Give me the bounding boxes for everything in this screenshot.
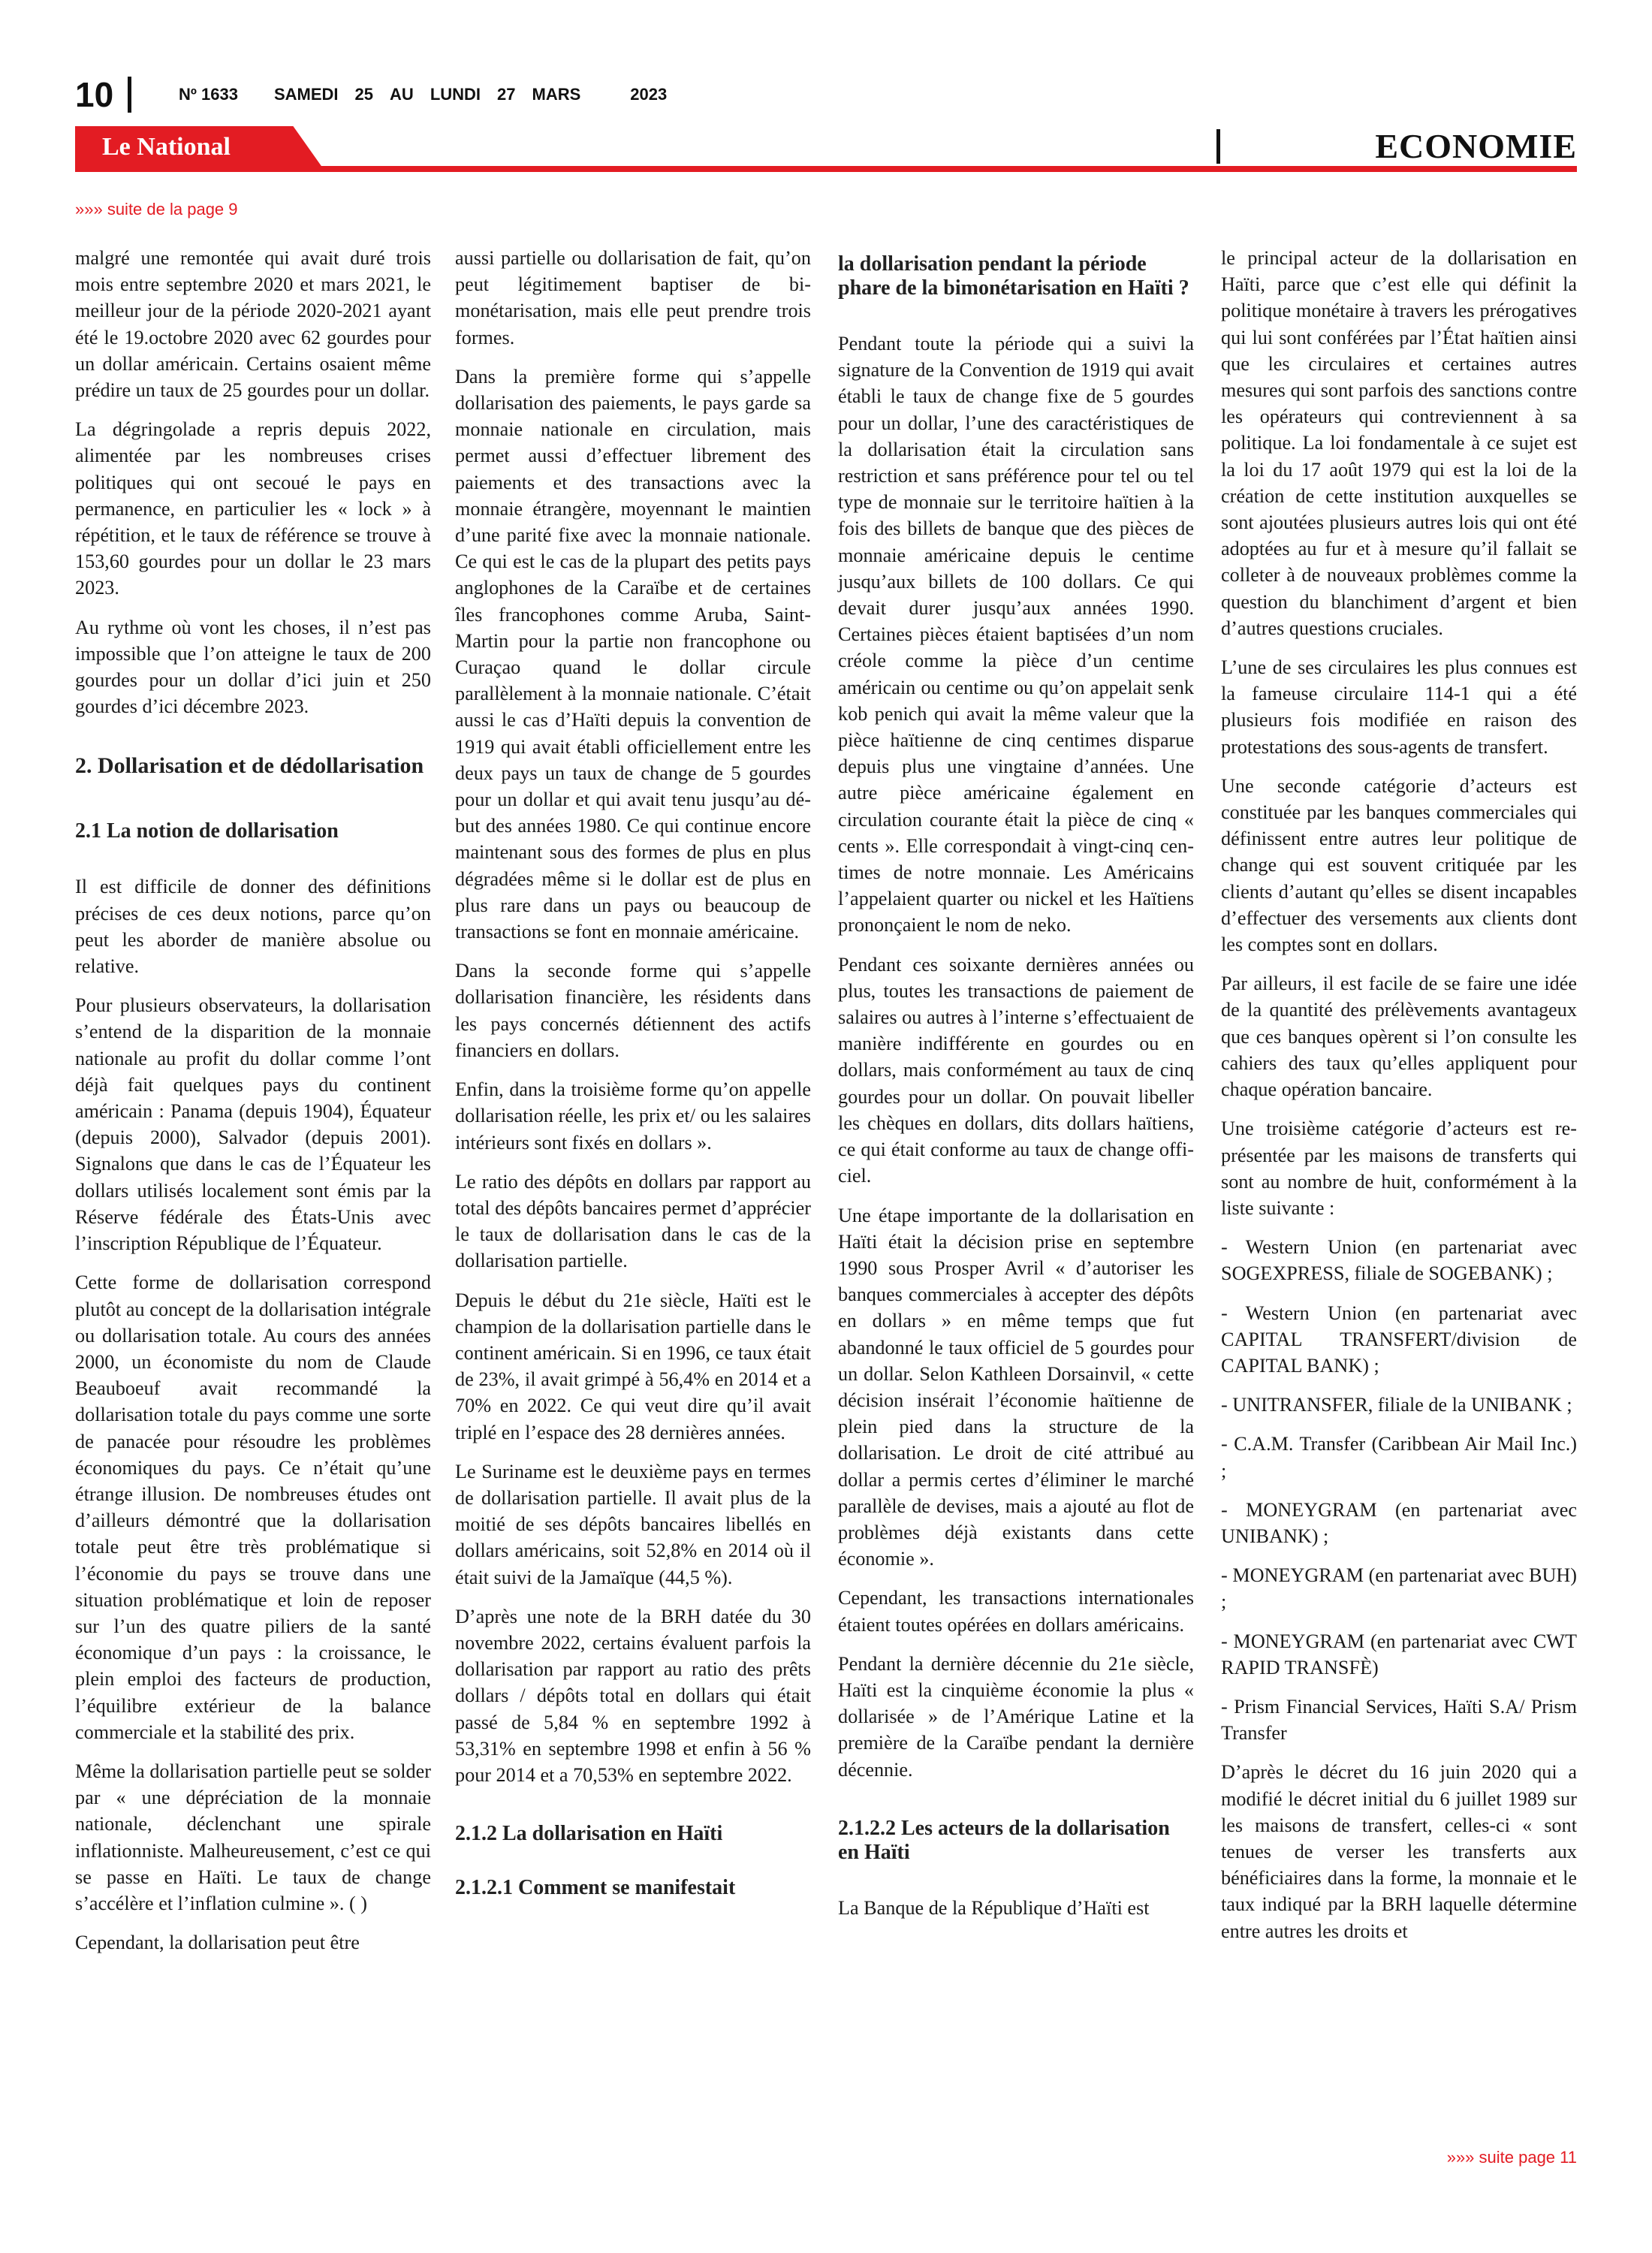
issue-number: Nº 1633	[179, 85, 238, 104]
paragraph: Dans la seconde forme qui s’appelle dollarisation financière, les résidents dans les pays concernés détiennent des actifs financiers en dollars.	[455, 960, 811, 1061]
paragraph: Dans la première forme qui s’appelle dollarisation des paiements, le pays garde sa monnaie nationale en circulation, mais permet aussi d’effectuer librement des paiements et des transactions avec la monnaie étrangère, moyennant le maintien d’une parité fixe avec la monnaie nationale. Ce qui est le cas de la plupart des petits pays anglophones de la Caraïbe et de certaines îles francophones comme Aruba, Saint-Martin pour la partie non francophone ou Curaçao quand le dollar circule parallèlement à la monnaie nationale. C’était aussi le cas d’Haïti depuis la convention de 1919 qui avait établi officiellement entre les deux pays un taux de change de 5 gourdes pour un dollar et qui avait tenu jusqu’au début des années 1980. Ce qui continue encore maintenant sous des formes de plus en plus dégradées même si le dollar est de plus en plus rare dans un pays ou beaucoup de transactions se font en monnaie américaine.	[455, 365, 811, 943]
article-column-1	[75, 245, 431, 1968]
paragraph: Pendant toute la période qui a suivi la signature de la Convention de 1919 qui avait établi le taux de change fixe de 5 gourdes pour un dollar, l’une des caractéristiques de la dollarisation était la circulation sans restriction et sans préférence pour tel ou tel type de monnaie sur le territoire haïtien à la fois des billets de banque que des pièces de monnaie américaine depuis le centime jusqu’aux billets de 100 dollars. Ce qui devait durer jusqu’aux années 1990. Certaines pièces étaient baptisées d’un nom créole comme la pièce d’un centime américain ou centime ou qu’on appelait senk kob penich qui avait la même valeur que la pièce haïtienne de cinq centimes disparue depuis plus une vingtaine d’années. Une autre pièce américaine également en circulation courante était la pièce de cinq « cents ». Elle correspondait à vingt-cinq centimes de notre monnaie. Les Américains l’appelaient quarter ou nickel et les Haïtiens prononçaient le nom de neko.	[838, 333, 1194, 936]
section-heading: 2. Dollarisation et de dédollarisation	[75, 753, 424, 779]
date-day-end: 27	[497, 85, 516, 104]
subsection-heading: 2.1.2.2 Les acteurs de la dollarisation en Haïti	[838, 1816, 1170, 1864]
paragraph: aussi partielle ou dollarisation de fait, qu’on peut légitimement baptiser de bi-monétarisation, mais elle peut prendre trois formes.	[455, 247, 811, 348]
list-item: - UNITRANSFER, filiale de la UNIBANK ;	[1221, 1394, 1572, 1416]
date-weekday-end: LUNDI	[430, 85, 481, 104]
page-header	[75, 72, 1577, 117]
paragraph: Le Suriname est le deuxième pays en termes de dollarisation partielle. Il avait plus de la moitié de ses dépôts bancaires libellés en dollars américains, soit 52,8% en 2014 où il était suivi de la Jamaïque (44,5 %).	[455, 1460, 811, 1588]
paragraph: Une seconde catégorie d’acteurs est constituée par les banques commerciales qui définissent entre autres leur politique de change qui est souvent critiquée par les clients d’autant qu’elles se disent incapables d’effectuer des versements aux clients dont les comptes sont en dollars.	[1221, 774, 1577, 956]
paragraph: Cette forme de dollarisation correspond plutôt au concept de la dollarisation intégrale ou dollarisation totale. Au cours des années 2000, un économiste du nom de Claude Beauboeuf avait recommandé la dollarisation totale du pays comme une sorte de panacée pour résoudre les problèmes économiques du pays. Ce n’était qu’une étrange illusion. De nombreuses études ont d’ailleurs démontré que la dollarisation totale peut être très problématique si l’économie du pays se trouve dans une situation problématique et loin de reposer sur l’un des quatre piliers de la santé économique d’un pays : la croissance, le plein emploi des facteurs de production, l’équilibre extérieur de la balance commerciale et la stabilité des prix.	[75, 1271, 431, 1743]
newspaper-name: Le National	[102, 133, 231, 161]
issue-dateline	[179, 72, 667, 117]
paragraph: Le ratio des dépôts en dollars par rapport au total des dépôts bancaires permet d’apprécier le taux de dollarisation dans le cas de la dollarisation partielle.	[455, 1170, 811, 1272]
continued-on-label: »»» suite page 11	[1446, 2148, 1577, 2167]
paragraph: Cependant, la dollarisation peut être	[75, 1932, 360, 1954]
paragraph: La Banque de la République d’Haïti est	[838, 1896, 1150, 1919]
paragraph: Même la dollarisation partielle peut se solder par « une dépréciation de la monnaie nationale, déclenchant une spirale inflationniste. Malheureusement, c’est ce qui se passe en Haïti. Le taux de change s’accélère et l’inflation culmine ». ( )	[75, 1760, 431, 1914]
paragraph: Depuis le début du 21e siècle, Haïti est le champion de la dollarisation partielle dans le continent américain. Si en 1996, ce taux était de 23%, il avait grimpé à 56,4% en 2014 et a 70% en 2022. Ce qui veut dire qu’il avait triplé en l’espace des 28 dernières années.	[455, 1289, 811, 1443]
list-item: - Western Union (en partenariat avec CAPITAL TRANSFERT/division de CAPITAL BANK) ;	[1221, 1301, 1577, 1377]
paragraph: Pendant la dernière décennie du 21e siècle, Haïti est la cinquième économie la plus « dollarisée » de l’Amérique Latine et la première de la Caraïbe pendant la dernière décennie.	[838, 1652, 1194, 1781]
list-item: - C.A.M. Transfer (Caribbean Air Mail Inc.) ;	[1221, 1433, 1577, 1482]
date-day-start: 25	[354, 85, 374, 104]
list-item: - MONEYGRAM (en partenariat avec CWT RAPID TRANSFÈ)	[1221, 1630, 1577, 1678]
subsection-heading: 2.1 La notion de dollarisation	[75, 819, 339, 843]
list-item: - MONEYGRAM (en partenariat avec BUH) ;	[1221, 1564, 1577, 1613]
paragraph: Pendant ces soixante dernières années ou plus, toutes les transactions de paiement de salaires ou autres à l’interne s’effectuaient de manière indifférente en gourdes ou en dollars, mais conformément au taux de cinq gourdes pour un dollar. On pouvait libeller les chèques en dollars, dits dollars haïtiens, ce qui était conforme au taux de change officiel.	[838, 953, 1194, 1187]
paragraph: Au rythme où vont les choses, il n’est pas impossible que l’on atteigne le taux de 200 gourdes pour un dollar d’ici juin et 250 gourdes d’ici décembre 2023.	[75, 616, 431, 718]
paragraph: Par ailleurs, il est facile de se faire une idée de la quantité des prélèvements avantageux que ces banques opèrent si l’on consulte les cahiers des taux qu’elles appliquent pour chaque opération bancaire.	[1221, 973, 1577, 1101]
paragraph: D’après une note de la BRH datée du 30 novembre 2022, certains évaluent parfois la dollarisation par rapport au ratio des prêts dollars / dépôts total en dollars qui était passé de 5,84 % en septembre 1992 à 53,31% en septembre 1998 et enfin à 56 % pour 2014 et a 70,53% en septembre 2022.	[455, 1605, 811, 1786]
paragraph: L’une de ses circulaires les plus connues est la fameuse circulaire 114-1 qui a été plusieurs fois modifiée en raison des protestations des sous-agents de transfert.	[1221, 656, 1577, 758]
date-weekday-start: SAMEDI	[273, 85, 339, 104]
page-number: 10	[75, 75, 114, 114]
date-connector: AU	[390, 85, 414, 104]
paragraph: Cependant, les transactions internationales étaient toutes opérées en dollars américains.	[838, 1587, 1194, 1636]
paragraph: Pour plusieurs observateurs, la dollarisation s’entend de la disparition de la monnaie nationale au profit du dollar comme l’ont déjà fait quelques pays du continent américain : Panama (depuis 1904), Équateur (depuis 2000), Salvador (depuis 2001). Signalons que dans le cas de l’Équateur les dollars utilisés localement sont émis par la Réserve fédérale des États-Unis avec l’inscription République de l’Équateur.	[75, 994, 431, 1255]
section-divider	[1216, 129, 1220, 164]
page-number-divider	[128, 77, 131, 113]
subsection-heading: la dollarisation pendant la période phare de la bimonétarisation en Haïti ?	[838, 252, 1189, 300]
paragraph: La dégringolade a repris depuis 2022, alimentée par les nombreuses crises politiques qui ont secoué le pays en permanence, en particulier les « lock » à répétition, et le taux de référence se trouve à 153,60 gourdes pour un dollar le 23 mars 2023.	[75, 418, 431, 599]
section-title: ECONOMIE	[1375, 127, 1577, 165]
paragraph: Une étape importante de la dollarisation en Haïti était la décision prise en septembre 1990 sous Prosper Avril « d’autoriser les banques commerciales à accepter des dépôts en dollars » en même temps que fut abandonné le taux officiel de 5 gourdes pour un dollar. Selon Kathleen Dorsainvil, « cette décision insérait l’économie haïtienne de plein pied dans la structure de la dollarisation. Le droit de cité attribué au dollar a permis certes d’éliminer le marché parallèle de devises, mais a ajouté au flot de problèmes déjà existants dans cette économie ».	[838, 1204, 1194, 1570]
continued-from-label: »»» suite de la page 9	[75, 200, 238, 219]
paragraph: D’après le décret du 16 juin 2020 qui a modifié le décret initial du 6 juillet 1989 sur les maisons de transfert, celles-ci « sont tenues de verser les transferts aux bénéficiaires dans la forme, la monnaie et le taux indiqué par la BRH laquelle détermine entre autres les droits et	[1221, 1761, 1577, 1942]
paragraph: Enfin, dans la troisième forme qu’on appelle dollarisation réelle, les prix et/ ou les salaires intérieurs sont fixés en dollars ».	[455, 1078, 811, 1154]
paragraph: malgré une remontée qui avait duré trois mois entre septembre 2020 et mars 2021, le meilleur jour de la période 2020-2021 ayant été le 19.octobre 2020 avec 62 gourdes pour un dollar américain. Certains osaient même prédire un taux de 25 gourdes pour un dollar.	[75, 247, 431, 402]
date-year: 2023	[630, 85, 668, 104]
masthead	[75, 126, 1577, 173]
list-item: - Prism Financial Services, Haïti S.A/ Prism Transfer	[1221, 1695, 1577, 1745]
article-column-4	[1221, 245, 1577, 1957]
paragraph: Il est difficile de donner des définitions précises de ces deux notions, parce qu’on peut les aborder de manière absolue ou relative.	[75, 876, 431, 978]
list-item: - Western Union (en partenariat avec SOGEXPRESS, filiale de SOGEBANK) ;	[1221, 1236, 1577, 1285]
date-month: MARS	[532, 85, 581, 104]
article-column-3	[838, 252, 1194, 1934]
subsection-heading: 2.1.2.1 Comment se manifestait	[455, 1876, 736, 1900]
paragraph: le principal acteur de la dollarisation en Haïti, parce que c’est elle qui définit la politique monétaire à travers les prérogatives qui lui sont conférées par l’État haïtien ainsi que les circulaires et certaines autres mesures qui sont parfois des sanctions contre les opérateurs qui contreviennent à sa politique. La loi fondamentale à ce sujet est la loi du 17 août 1979 qui est la loi de la création de cette institution auxquelles se sont ajoutées plusieurs autres lois qui ont été adoptées au fur et à mesure qu’il fallait se colleter à de nouveaux problèmes comme la question du blanchiment d’argent et bien d’autres questions cruciales.	[1221, 247, 1577, 639]
paragraph: Une troisième catégorie d’acteurs est représentée par les maisons de transferts qui sont au nombre de huit, conformément à la liste suivante :	[1221, 1117, 1577, 1219]
article-column-2	[455, 245, 811, 1909]
subsection-heading: 2.1.2 La dollarisation en Haïti	[455, 1822, 723, 1846]
list-item: - MONEYGRAM (en partenariat avec UNIBANK) ;	[1221, 1498, 1577, 1547]
